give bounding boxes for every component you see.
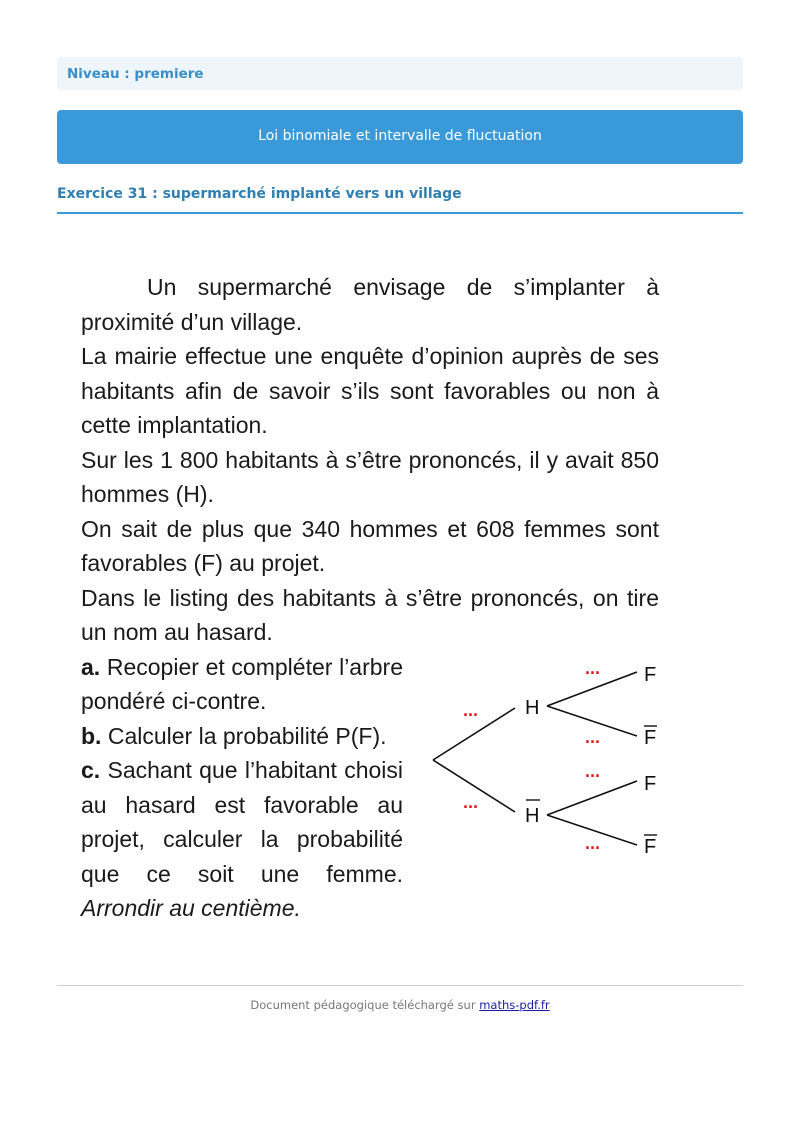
question-text: Recopier et compléter l’arbre pondéré ci-contre. [81,653,403,714]
question-text: Calculer la probabilité P(F). [107,722,387,749]
placeholder-h-fbar: ... [585,727,601,747]
rounding-note: Arrondir au centième. [81,895,301,921]
placeholder-root-h: ... [463,700,479,720]
question-letter: a. [81,653,101,680]
footer-text: Document pédagogique téléchargé sur [250,998,480,1012]
node-h: H [525,697,540,719]
statement-paragraph: La mairie effectue une enquête d’opinion auprès de ses habitants afin de savoir s’ils sont favorables ou non à cette implantation. [81,343,659,438]
branch-hbar-f [547,781,637,815]
statement-paragraph: Un supermarché envisage de s’implanter à proximité d’un village. [81,274,659,335]
level-label: Niveau : premiere [67,66,204,82]
statement-paragraph: Sur les 1 800 habitants à s’être prononcés, il y avait 850 hommes (H). [81,446,659,507]
placeholder-hbar-f: ... [585,761,601,781]
question-b [81,719,403,754]
question-list [81,650,403,926]
leaf-f-bottom: F [644,773,657,795]
probability-tree [425,650,675,870]
statement-paragraph: On sait de plus que 340 hommes et 608 femmes sont favorables (F) au projet. [81,515,659,576]
page-title: Loi binomiale et intervalle de fluctuation [258,128,542,144]
statement-paragraph: Dans le listing des habitants à s’être prononcés, on tire un nom au hasard. [81,584,659,645]
leaf-f-top: F [644,664,657,686]
question-letter: c. [81,757,101,783]
node-h-bar: H [525,805,540,827]
footer [0,998,800,1012]
heading-divider [57,212,743,214]
question-text: Sachant que l’habitant choisi au hasard est favorable au projet, calculer la probabilité que ce soit une femme. [81,757,404,887]
footer-link[interactable]: maths-pdf.fr [479,998,550,1012]
leaf-fbar-top: F [644,727,657,749]
placeholder-hbar-fbar: ... [585,833,601,853]
placeholder-h-f: ... [585,658,601,678]
level-banner [57,57,743,90]
question-a [81,650,403,719]
placeholder-root-hbar: ... [463,792,479,812]
question-letter: b. [81,722,102,749]
footer-divider [57,985,743,986]
title-banner [57,110,743,164]
exercise-heading: Exercice 31 : supermarché implanté vers un village [57,186,462,202]
leaf-fbar-bottom: F [644,836,657,858]
question-c [81,753,403,926]
